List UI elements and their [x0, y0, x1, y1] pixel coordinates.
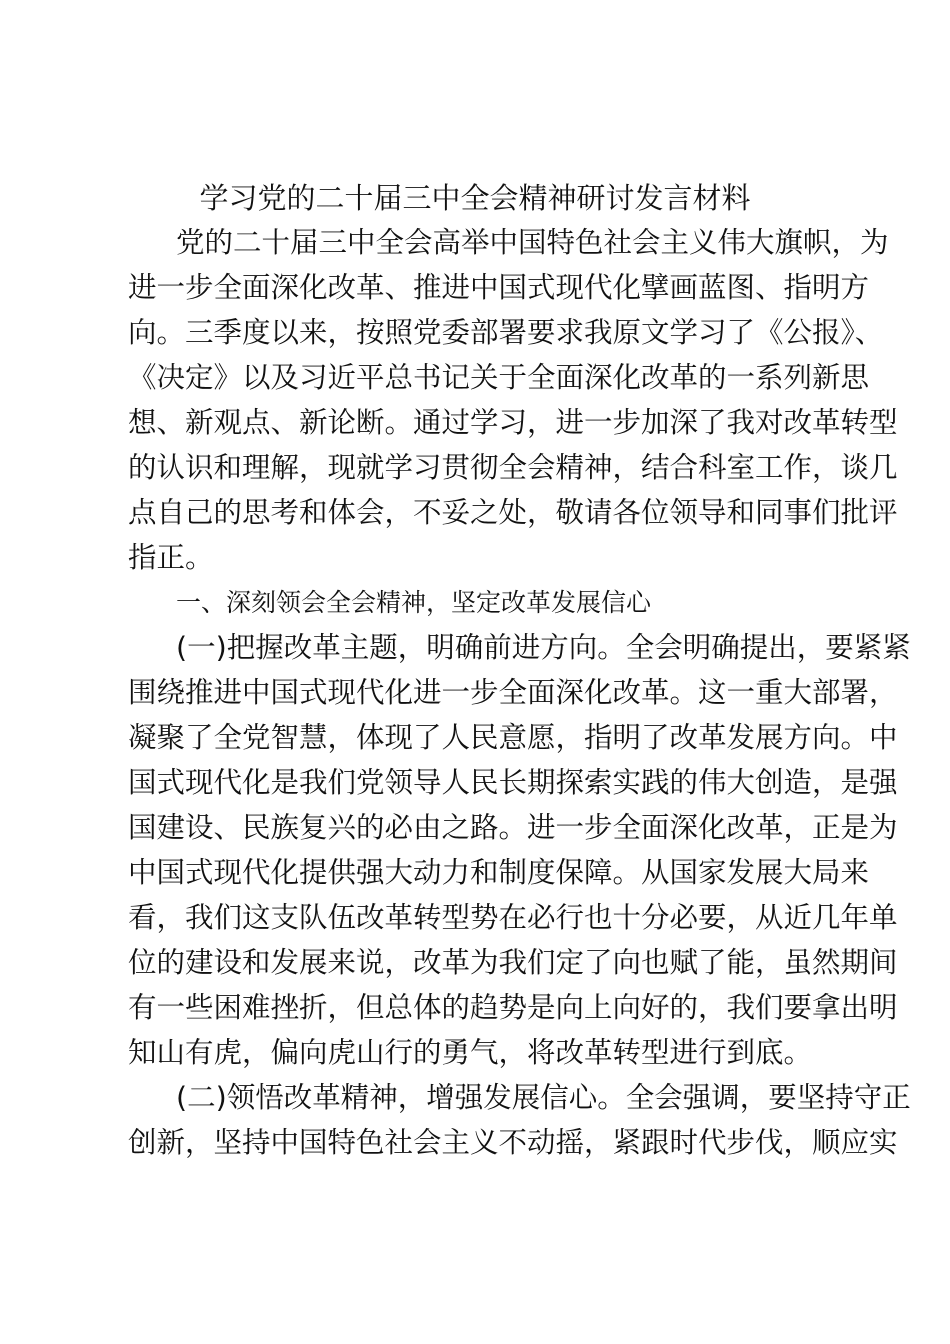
paragraph-line: (一)把握改革主题，明确前进方向。全会明确提出，要紧紧	[176, 631, 911, 664]
paragraph-line: 《决定》以及习近平总书记关于全面深化改革的一系列新思	[128, 361, 870, 394]
paragraph-line: 指正。	[128, 541, 214, 574]
paragraph-line: 创新，坚持中国特色社会主义不动摇，紧跟时代步伐，顺应实	[128, 1126, 898, 1159]
paragraph-line: 想、新观点、新论断。通过学习，进一步加深了我对改革转型	[128, 406, 898, 439]
paragraph-line: 国建设、民族复兴的必由之路。进一步全面深化改革，正是为	[128, 811, 898, 844]
paragraph-line: 位的建设和发展来说，改革为我们定了向也赋了能，虽然期间	[128, 946, 898, 979]
paragraph-line: 的认识和理解，现就学习贯彻全会精神，结合科室工作，谈几	[128, 451, 898, 484]
paragraph-line: 中国式现代化提供强大动力和制度保障。从国家发展大局来	[128, 856, 870, 889]
paragraph-line: 进一步全面深化改革、推进中国式现代化擘画蓝图、指明方	[128, 271, 870, 304]
paragraph-line: 点自己的思考和体会，不妥之处，敬请各位领导和同事们批评	[128, 496, 898, 529]
paragraph-line: 党的二十届三中全会高举中国特色社会主义伟大旗帜，为	[176, 226, 889, 259]
paragraph-line: 有一些困难挫折，但总体的趋势是向上向好的，我们要拿出明	[128, 991, 898, 1024]
paragraph-line: 凝聚了全党智慧，体现了人民意愿，指明了改革发展方向。中	[128, 721, 898, 754]
paragraph-line: 向。三季度以来，按照党委部署要求我原文学习了《公报》、	[128, 316, 884, 349]
paragraph-line: 围绕推进中国式现代化进一步全面深化改革。这一重大部署，	[128, 676, 898, 709]
paragraph-line: 看，我们这支队伍改革转型势在必行也十分必要，从近几年单	[128, 901, 898, 934]
section-heading: 一、深刻领会全会精神，坚定改革发展信心	[176, 588, 652, 617]
paragraph-line: 国式现代化是我们党领导人民长期探索实践的伟大创造，是强	[128, 766, 898, 799]
paragraph-line: (二)领悟改革精神，增强发展信心。全会强调，要坚持守正	[176, 1081, 911, 1114]
paragraph-line: 知山有虎，偏向虎山行的勇气，将改革转型进行到底。	[128, 1036, 813, 1069]
document-title: 学习党的二十届三中全会精神研讨发言材料	[199, 181, 751, 215]
